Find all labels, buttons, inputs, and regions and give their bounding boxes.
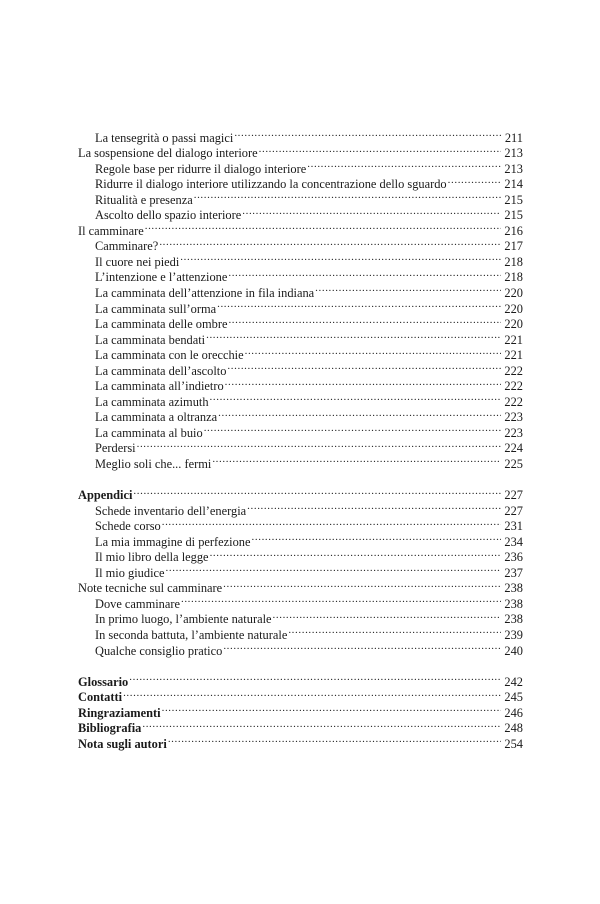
toc-entry-title: Ritualità e presenza — [95, 192, 193, 207]
dot-leader — [145, 219, 501, 235]
toc-entry-title: Il mio libro della legge — [95, 550, 209, 565]
toc-entry-title: La mia immagine di perfezione — [95, 534, 251, 549]
toc-entry-title: La camminata bendati — [95, 332, 206, 347]
dot-leader — [242, 204, 501, 220]
toc-entry-title: La camminata delle ombre — [95, 317, 228, 332]
toc-page-number: 242 — [504, 674, 523, 689]
toc-entry[interactable] — [78, 670, 523, 689]
toc-entry-title: In primo luogo, l’ambiente naturale — [95, 612, 272, 627]
toc-subentry[interactable] — [78, 452, 523, 472]
toc-page-number: 254 — [504, 736, 523, 751]
toc-entry[interactable] — [78, 686, 523, 705]
toc-entry-title: La camminata sull’orma — [95, 301, 217, 316]
dot-leader — [288, 623, 501, 639]
dot-leader — [252, 530, 501, 546]
toc-page-number: 240 — [504, 643, 523, 658]
dot-leader — [217, 297, 501, 313]
toc-entry[interactable] — [78, 717, 523, 736]
dot-leader — [210, 390, 501, 406]
dot-leader — [259, 142, 501, 158]
toc-entry-title: Il camminare — [78, 223, 144, 238]
dot-leader — [315, 281, 501, 297]
dot-leader — [234, 126, 501, 142]
toc-entry-title: La camminata al buio — [95, 425, 203, 440]
toc-subentry[interactable] — [78, 437, 523, 456]
toc-page-number: 234 — [504, 534, 523, 549]
dot-leader — [223, 639, 501, 655]
table-of-contents — [78, 126, 523, 751]
dot-leader — [218, 406, 501, 422]
toc-entry-title: Dove camminare — [95, 596, 180, 611]
toc-page-number: 225 — [504, 457, 523, 472]
toc-entry-title: Schede corso — [95, 519, 161, 534]
toc-entry-title: Note tecniche sul camminare — [78, 581, 223, 596]
toc-entry-title: La camminata all’indietro — [95, 379, 224, 394]
toc-page-number: 217 — [504, 239, 523, 254]
toc-page-number: 221 — [504, 348, 523, 363]
toc-page-number: 238 — [504, 612, 523, 627]
toc-section — [78, 126, 523, 472]
toc-entry-title: Il mio giudice — [95, 565, 165, 580]
dot-leader — [204, 421, 501, 437]
dot-leader — [206, 328, 501, 344]
toc-page-number: 215 — [504, 192, 523, 207]
toc-page-number: 248 — [504, 721, 523, 736]
toc-entry[interactable] — [78, 732, 523, 751]
toc-page-number: 224 — [504, 441, 523, 456]
toc-page-number: 211 — [504, 130, 523, 145]
toc-page-number: 221 — [504, 332, 523, 347]
dot-leader — [194, 188, 501, 204]
toc-page-number: 231 — [504, 519, 523, 534]
dot-leader — [168, 732, 501, 748]
toc-section — [78, 670, 523, 751]
dot-leader — [247, 499, 501, 515]
toc-page-number: 218 — [504, 254, 523, 269]
toc-entry-title: Schede inventario dell’energia — [95, 503, 247, 518]
toc-subentry[interactable] — [78, 499, 523, 518]
dot-leader — [307, 157, 501, 173]
dot-leader — [225, 375, 501, 391]
toc-entry[interactable] — [78, 484, 523, 503]
toc-entry-title: Regole base per ridurre il dialogo interiore — [95, 161, 307, 176]
dot-leader — [227, 359, 501, 375]
toc-entry-title: La camminata con le orecchie — [95, 348, 244, 363]
toc-page-number: 227 — [504, 503, 523, 518]
dot-leader — [448, 173, 501, 189]
toc-entry-title: Contatti — [78, 690, 123, 705]
toc-page-number: 238 — [504, 596, 523, 611]
dot-leader — [133, 484, 501, 500]
toc-entry-title: Meglio soli che... fermi — [95, 457, 212, 472]
toc-subentry[interactable] — [78, 235, 523, 254]
toc-page-number: 220 — [504, 317, 523, 332]
dot-leader — [142, 717, 501, 733]
toc-entry-title: La tensegrità o passi magici — [95, 130, 234, 145]
toc-page-number: 239 — [504, 628, 523, 642]
toc-page-number: 214 — [504, 177, 523, 192]
toc-entry-title: Qualche consiglio pratico — [95, 643, 223, 658]
toc-page-number: 238 — [504, 581, 523, 596]
dot-leader — [245, 344, 501, 360]
toc-entry-title: Ascolto dello spazio interiore — [95, 208, 242, 223]
dot-leader — [210, 546, 501, 562]
toc-page-number: 236 — [504, 550, 523, 565]
dot-leader — [228, 313, 501, 329]
toc-entry-title: La camminata azimuth — [95, 394, 209, 409]
toc-entry-title: In seconda battuta, l’ambiente naturale — [95, 628, 288, 642]
toc-entry-title: La camminata a oltranza — [95, 410, 218, 425]
toc-entry-title: Ringraziamenti — [78, 705, 161, 720]
toc-entry-title: La camminata dell’attenzione in fila indiana — [95, 286, 315, 301]
toc-page-number: 215 — [504, 208, 523, 223]
toc-entry-title: Bibliografia — [78, 721, 142, 736]
toc-page-number: 237 — [504, 565, 523, 580]
toc-entry-title: La sospensione del dialogo interiore — [78, 146, 258, 161]
toc-page-number: 216 — [504, 223, 523, 238]
toc-entry[interactable] — [78, 701, 523, 720]
dot-leader — [159, 235, 501, 251]
dot-leader — [181, 592, 501, 608]
toc-entry-title: Camminare? — [95, 239, 159, 254]
dot-leader — [273, 608, 501, 624]
dot-leader — [123, 686, 501, 702]
toc-entry[interactable] — [78, 219, 523, 238]
toc-subentry[interactable] — [78, 126, 523, 145]
toc-entry-title: Perdersi — [95, 441, 136, 456]
toc-page-number: 222 — [504, 379, 523, 394]
toc-page-number: 227 — [504, 488, 523, 503]
toc-page-number: 220 — [504, 301, 523, 316]
toc-entry-title: Il cuore nei piedi — [95, 254, 180, 269]
toc-entry-title: Ridurre il dialogo interiore utilizzando la concentrazione dello sguardo — [95, 177, 447, 192]
toc-entry-title: L’intenzione e l’attenzione — [95, 270, 228, 285]
toc-page-number: 213 — [504, 146, 523, 161]
dot-leader — [137, 437, 501, 453]
toc-page-number: 223 — [504, 410, 523, 425]
toc-page-number: 222 — [504, 394, 523, 409]
toc-entry-title: Glossario — [78, 674, 129, 689]
dot-leader — [228, 266, 501, 282]
toc-page-number: 218 — [504, 270, 523, 285]
toc-page-number: 223 — [504, 425, 523, 440]
dot-leader — [180, 250, 501, 266]
dot-leader — [162, 701, 501, 717]
dot-leader — [212, 452, 501, 468]
dot-leader — [223, 577, 501, 593]
toc-page-number: 245 — [504, 690, 523, 705]
dot-leader — [166, 561, 501, 577]
toc-section — [78, 484, 523, 658]
toc-page-number: 246 — [504, 705, 523, 720]
toc-page-number: 213 — [504, 161, 523, 176]
toc-entry-title: La camminata dell’ascolto — [95, 363, 227, 378]
toc-entry-title: Nota sugli autori — [78, 736, 167, 751]
toc-page-number: 220 — [504, 286, 523, 301]
dot-leader — [129, 670, 501, 686]
dot-leader — [162, 515, 501, 531]
toc-entry-title: Appendici — [78, 488, 133, 503]
toc-page-number: 222 — [504, 363, 523, 378]
